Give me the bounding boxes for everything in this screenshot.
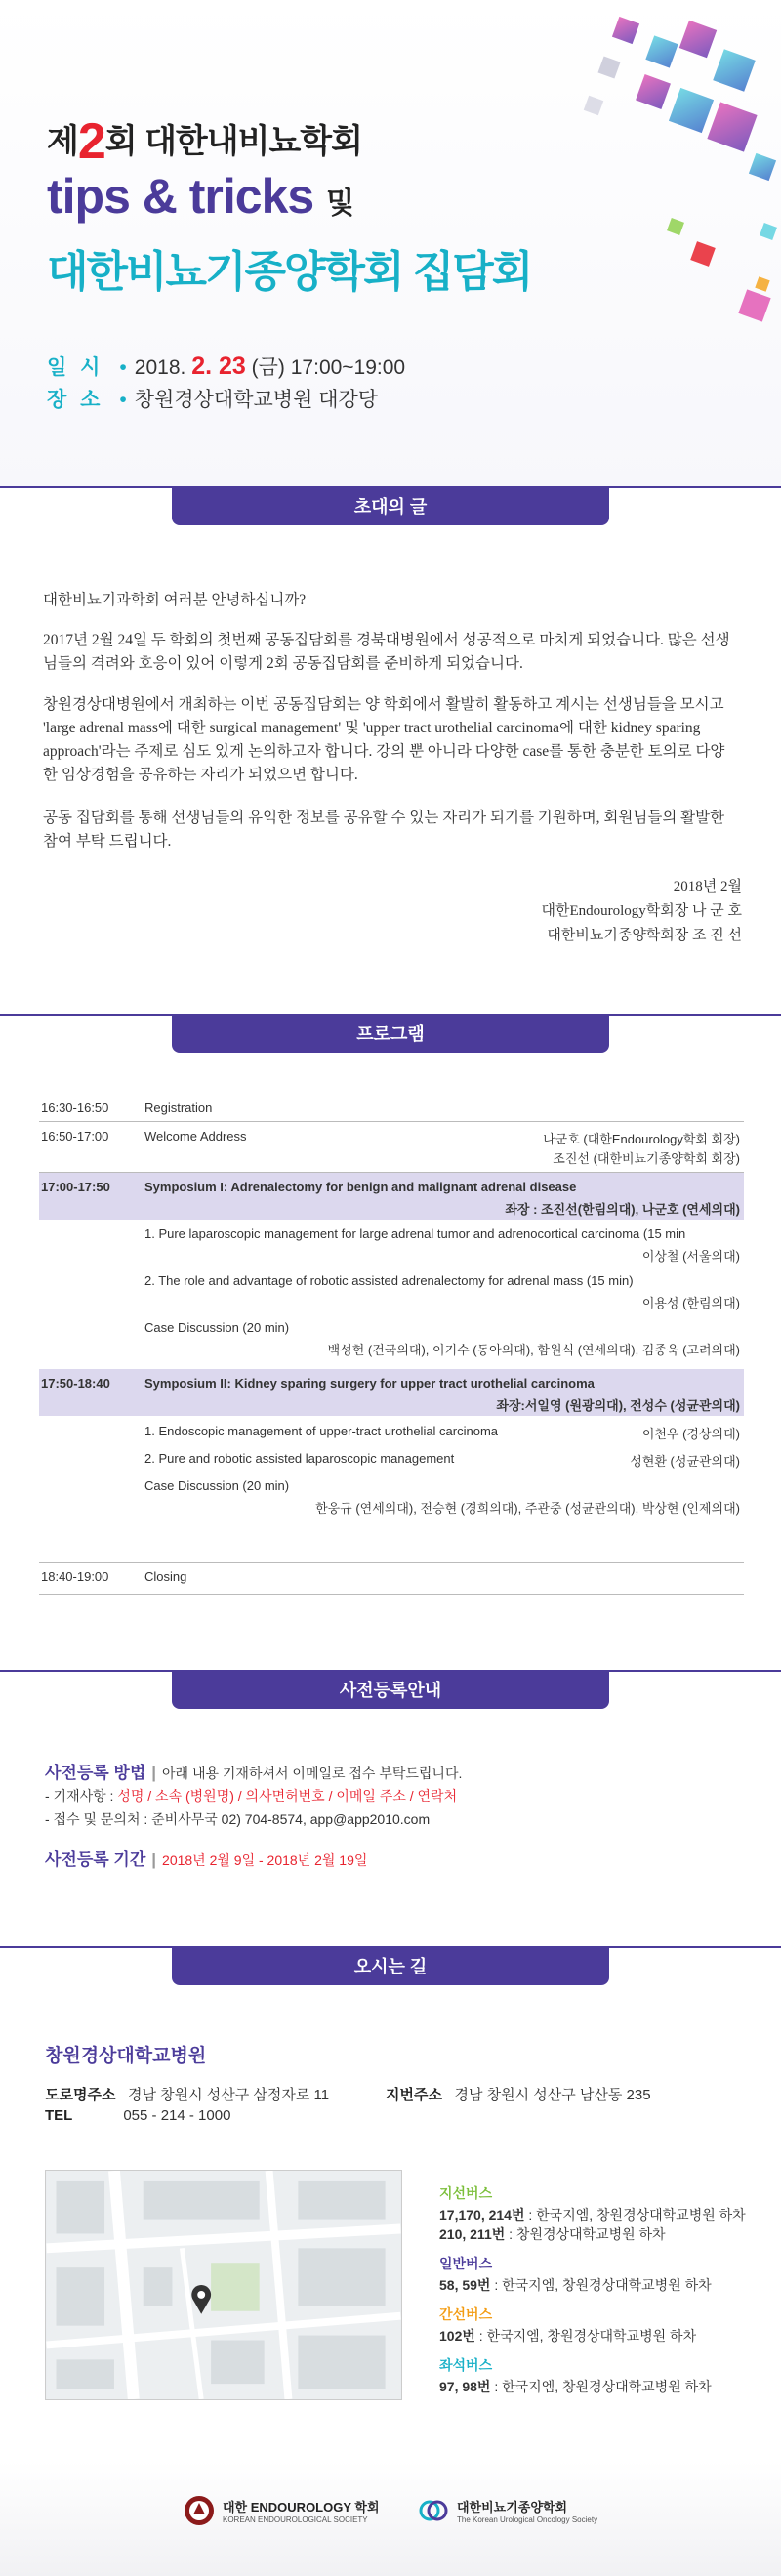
section-header-program: 프로그램 bbox=[172, 1016, 609, 1053]
event-place: 장 소 • 창원경상대학교병원 대강당 bbox=[47, 389, 379, 411]
registration-items: - 기재사항 : 성명 / 소속 (병원명) / 의사면허번호 / 이메일 주소 / 연락처 bbox=[45, 1788, 458, 1804]
registration-contact: - 접수 및 문의처 : 준비사무국 02) 704-8574, app@app2010.com bbox=[45, 1811, 431, 1827]
section-header-invite: 초대의 글 bbox=[172, 488, 609, 525]
invite-signature bbox=[542, 875, 743, 948]
program-table bbox=[39, 1094, 744, 1601]
program-row: 2. The role and advantage of robotic assisted adrenalectomy for adrenal mass (15 min) 이용성 (한림의대) bbox=[144, 1273, 740, 1310]
logo-endourology: 대한 ENDOUROLOGY 학회 KOREAN ENDOUROLOGICAL SOCIETY bbox=[184, 2495, 380, 2526]
program-row: 16:30-16:50 Registration bbox=[41, 1101, 213, 1115]
bus-seat-line: 97, 98번 : 한국지엠, 창원경상대학교병원 하차 bbox=[439, 2379, 712, 2394]
symposium-1-header: 17:00-17:50 Symposium I: Adrenalectomy for benign and malignant adrenal disease 좌장 : 조진선(한림의대), 나군호 (연세의대) bbox=[39, 1173, 744, 1220]
footer bbox=[0, 2461, 781, 2576]
bus-general-title: 일반버스 bbox=[439, 2256, 493, 2271]
invite-greeting: 대한비뇨기과학회 여러분 안녕하십니까? bbox=[43, 592, 307, 608]
hospital-name: 창원경상대학교병원 bbox=[45, 2046, 207, 2066]
telephone: TEL 055 - 214 - 1000 bbox=[45, 2107, 231, 2124]
location-map bbox=[45, 2170, 402, 2400]
bus-general-line: 58, 59번 : 한국지엠, 창원경상대학교병원 하차 bbox=[439, 2277, 712, 2293]
section-header-registration: 사전등록안내 bbox=[172, 1672, 609, 1709]
section-header-directions: 오시는 길 bbox=[172, 1948, 609, 1985]
invite-paragraph-3: 공동 집담회를 통해 선생님들의 유익한 정보를 공유할 수 있는 자리가 되기를 기원하며, 회원님들의 활발한 참여 부탁 드립니다. bbox=[43, 810, 725, 850]
bus-branch-line-1: 17,170, 214번 : 한국지엠, 창원경상대학교병원 하차 bbox=[439, 2207, 746, 2223]
bus-trunk-title: 간선버스 bbox=[439, 2306, 493, 2322]
program-row: 16:50-17:00 Welcome Address 나군호 (대한Endourology학회 회장) 조진선 (대한비뇨기종양학회 회장) bbox=[41, 1129, 740, 1166]
hero-cubes-graphic bbox=[469, 0, 781, 352]
sign-date: 2018년 2월 bbox=[673, 879, 742, 894]
invite-paragraph-1: 2017년 2월 24일 두 학회의 첫번째 공동집담회를 경북대병원에서 성공적으로 마치게 되었습니다. 많은 선생님들의 격려와 호응이 있어 이렇게 2회 공동집담회를 준비하게 되었습니다. bbox=[43, 632, 730, 672]
program-row: 18:40-19:00 Closing bbox=[41, 1569, 187, 1584]
event-title-line1: 제2회 대한내비뇨학회 bbox=[47, 113, 362, 170]
oncology-emblem-icon bbox=[418, 2495, 449, 2526]
bus-branch-title: 지선버스 bbox=[439, 2185, 493, 2201]
header bbox=[0, 0, 781, 488]
program-row: 1. Endoscopic management of upper-tract urothelial carcinoma 이천우 (경상의대) bbox=[144, 1424, 740, 1441]
endourology-emblem-icon bbox=[184, 2495, 215, 2526]
event-date: 일 시 • 2018. 2. 23 (금) 17:00~19:00 bbox=[47, 353, 406, 380]
logo-urological-oncology: 대한비뇨기종양학회 The Korean Urological Oncology Society bbox=[418, 2495, 597, 2526]
event-title-line2: tips & tricks 및 bbox=[47, 169, 354, 224]
registration-period: 사전등록 기간 | 2018년 2월 9일 - 2018년 2월 19일 bbox=[45, 1850, 368, 1869]
program-row: Case Discussion (20 min) 백성현 (건국의대), 이기수 (동아의대), 함원식 (연세의대), 김종욱 (고려의대) bbox=[144, 1320, 740, 1357]
symposium-2-header: 17:50-18:40 Symposium II: Kidney sparing surgery for upper tract urothelial carcinoma 좌장:서일영 (원광의대), 전성수 (성균관의대) bbox=[39, 1369, 744, 1416]
bus-trunk-line: 102번 : 한국지엠, 창원경상대학교병원 하차 bbox=[439, 2328, 697, 2344]
road-address: 도로명주소 경남 창원시 성산구 삼정자로 11 bbox=[45, 2087, 330, 2103]
registration-method: 사전등록 방법 | 아래 내용 기재하셔서 이메일로 접수 부탁드립니다. bbox=[45, 1764, 463, 1782]
sign-president-2: 대한비뇨기종양학회장 조 진 선 bbox=[547, 928, 742, 943]
program-row: 1. Pure laparoscopic management for large adrenal tumor and adrenocortical carcinoma (15 min 이상철 (서울의대) bbox=[144, 1226, 740, 1264]
bus-seat-title: 좌석버스 bbox=[439, 2357, 493, 2373]
event-title-line3: 대한비뇨기종양학회 집담회 bbox=[47, 248, 532, 296]
edition-number: 2 bbox=[77, 113, 105, 170]
program-row: 2. Pure and robotic assisted laparoscopic management 성현환 (성균관의대) bbox=[144, 1451, 740, 1469]
sign-president-1: 대한Endourology학회장 나 군 호 bbox=[541, 903, 742, 919]
invite-paragraph-2: 창원경상대병원에서 개최하는 이번 공동집담회는 양 학회에서 활발히 활동하고 계시는 선생님들을 모시고 'large adrenal mass에 대한 surgical management' 및 'upper tract urothelial carcinoma에 대한 kidney sparing approach'라는 주제로 심도 있게 논의하고자 합니다. 강의 뿐 아니라 다양한 case를 통한 충분한 토의로 다양한 임상경험을 공유하는 자리가 되었으면 합니다. bbox=[43, 696, 725, 783]
program-row: Case Discussion (20 min) 한웅규 (연세의대), 전승현 (경희의대), 주관중 (성균관의대), 박상현 (인제의대) bbox=[144, 1478, 740, 1516]
lot-address: 지번주소 경남 창원시 성산구 남산동 235 bbox=[386, 2087, 651, 2103]
bus-branch-line-2: 210, 211번 : 창원경상대학교병원 하차 bbox=[439, 2226, 666, 2242]
